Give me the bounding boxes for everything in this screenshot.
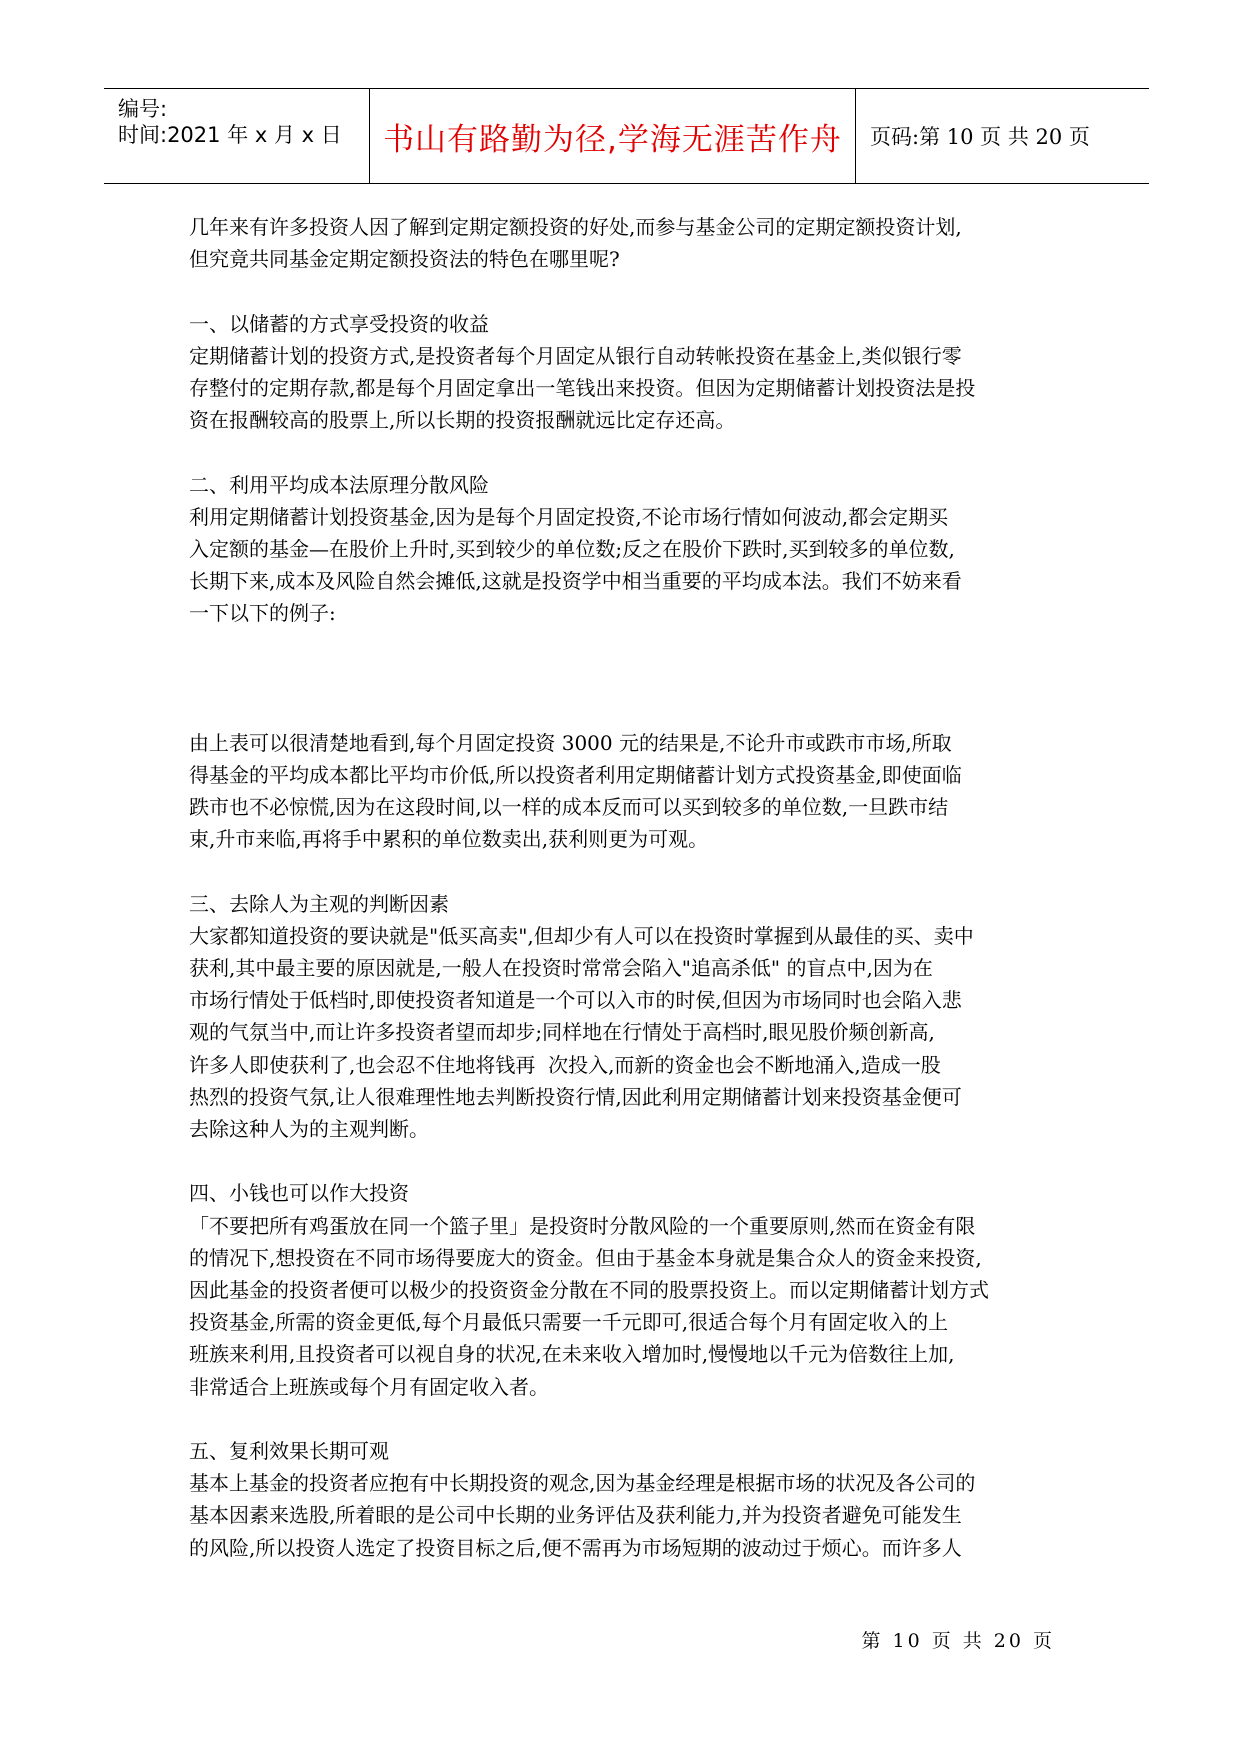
header-motto-cell [370,89,856,183]
paragraph-line: 得基金的平均成本都比平均市价低,所以投资者利用定期储蓄计划方式投资基金,即使面临 [189,762,962,787]
paragraph-line: 「不要把所有鸡蛋放在同一个篮子里」是投资时分散风险的一个重要原则,然而在资金有限 [189,1213,976,1238]
blank-line [189,855,1055,887]
section-heading: 四、小钱也可以作大投资 [189,1181,409,1206]
document-body [189,211,1055,1564]
section-heading: 三、去除人为主观的判断因素 [189,891,449,916]
paragraph-line: 基本因素来选股,所着眼的是公司中长期的业务评估及获利能力,并为投资者避免可能发生 [189,1503,962,1528]
section-heading: 二、利用平均成本法原理分散风险 [189,472,489,497]
blank-area [189,630,1055,727]
blank-line [189,275,1055,307]
paragraph-line: 许多人即使获利了,也会忍不住地将钱再 次投入,而新的资金也会不断地涌入,造成一股 [189,1052,941,1077]
page-footer: 第 10 页 共 20 页 [861,1630,1055,1652]
paragraph-line: 入定额的基金—在股价上升时,买到较少的单位数;反之在股价下跌时,买到较多的单位数, [189,537,955,561]
paragraph-line: 获利,其中最主要的原因就是,一般人在投资时常常会陷入"追高杀低" 的盲点中,因为在 [189,956,933,981]
paragraph-line: 投资基金,所需的资金更低,每个月最低只需要一千元即可,很适合每个月有固定收入的上 [189,1310,949,1335]
paragraph-line: 非常适合上班族或每个月有固定收入者。 [189,1374,549,1399]
section-heading: 一、以储蓄的方式享受投资的收益 [189,311,489,336]
section-heading: 五、复利效果长期可观 [189,1439,389,1464]
paragraph-line: 利用定期储蓄计划投资基金,因为是每个月固定投资,不论市场行情如何波动,都会定期买 [189,504,949,529]
header-page-code: 页码:第 10 页 共 20 页 [870,125,1090,149]
paragraph-line: 跌市也不必惊慌,因为在这段时间,以一样的成本反而可以买到较多的单位数,一旦跌市结 [189,795,949,820]
paragraph-line: 长期下来,成本及风险自然会摊低,这就是投资学中相当重要的平均成本法。我们不妨来看 [189,569,962,594]
paragraph-line: 几年来有许多投资人因了解到定期定额投资的好处,而参与基金公司的定期定额投资计划, [189,215,962,239]
page-header [104,88,1149,184]
paragraph-line: 定期储蓄计划的投资方式,是投资者每个月固定从银行自动转帐投资在基金上,类似银行零 [189,343,962,368]
paragraph-line: 市场行情处于低档时,即使投资者知道是一个可以入市的时侯,但因为市场同时也会陷入悲 [189,988,962,1013]
paragraph-line: 一下以下的例子: [189,601,336,626]
paragraph-line: 的情况下,想投资在不同市场得要庞大的资金。但由于基金本身就是集合众人的资金来投资, [189,1245,982,1270]
paragraph-line: 束,升市来临,再将手中累积的单位数卖出,获利则更为可观。 [189,827,709,852]
paragraph-line: 基本上基金的投资者应抱有中长期投资的观念,因为基金经理是根据市场的状况及各公司的 [189,1471,976,1496]
paragraph-line: 由上表可以很清楚地看到,每个月固定投资 3000 元的结果是,不论升市或跌市市场,所取 [189,730,952,755]
header-motto: 书山有路勤为径,学海无涯苦作舟 [383,121,842,158]
paragraph-line: 观的气氛当中,而让许多投资者望而却步;同样地在行情处于高档时,眼见股价频创新高, [189,1020,935,1045]
paragraph-line: 因此基金的投资者便可以极少的投资资金分散在不同的股票投资上。而以定期储蓄计划方式 [189,1278,989,1303]
blank-line [189,1145,1055,1177]
paragraph-line: 热烈的投资气氛,让人很难理性地去判断投资行情,因此利用定期储蓄计划来投资基金便可 [189,1084,962,1109]
paragraph-line: 班族来利用,且投资者可以视自身的状况,在未来收入增加时,慢慢地以千元为倍数往上加, [189,1342,955,1367]
document-number-label: 编号: [118,97,168,121]
paragraph-line: 大家都知道投资的要诀就是"低买高卖",但却少有人可以在投资时掌握到从最佳的买、卖中 [189,923,974,948]
header-page-cell [856,89,1149,183]
paragraph-line: 资在报酬较高的股票上,所以长期的投资报酬就远比定存还高。 [189,408,736,433]
paragraph-line: 去除这种人为的主观判断。 [189,1117,429,1142]
document-time-label: 时间:2021 年 x 月 x 日 [118,123,342,147]
blank-line [189,436,1055,468]
header-info-cell [104,89,370,183]
paragraph-line: 的风险,所以投资人选定了投资目标之后,便不需再为市场短期的波动过于烦心。而许多人 [189,1535,962,1560]
blank-line [189,1403,1055,1435]
paragraph-line: 但究竟共同基金定期定额投资法的特色在哪里呢? [189,247,620,272]
paragraph-line: 存整付的定期存款,都是每个月固定拿出一笔钱出来投资。但因为定期储蓄计划投资法是投 [189,376,976,400]
